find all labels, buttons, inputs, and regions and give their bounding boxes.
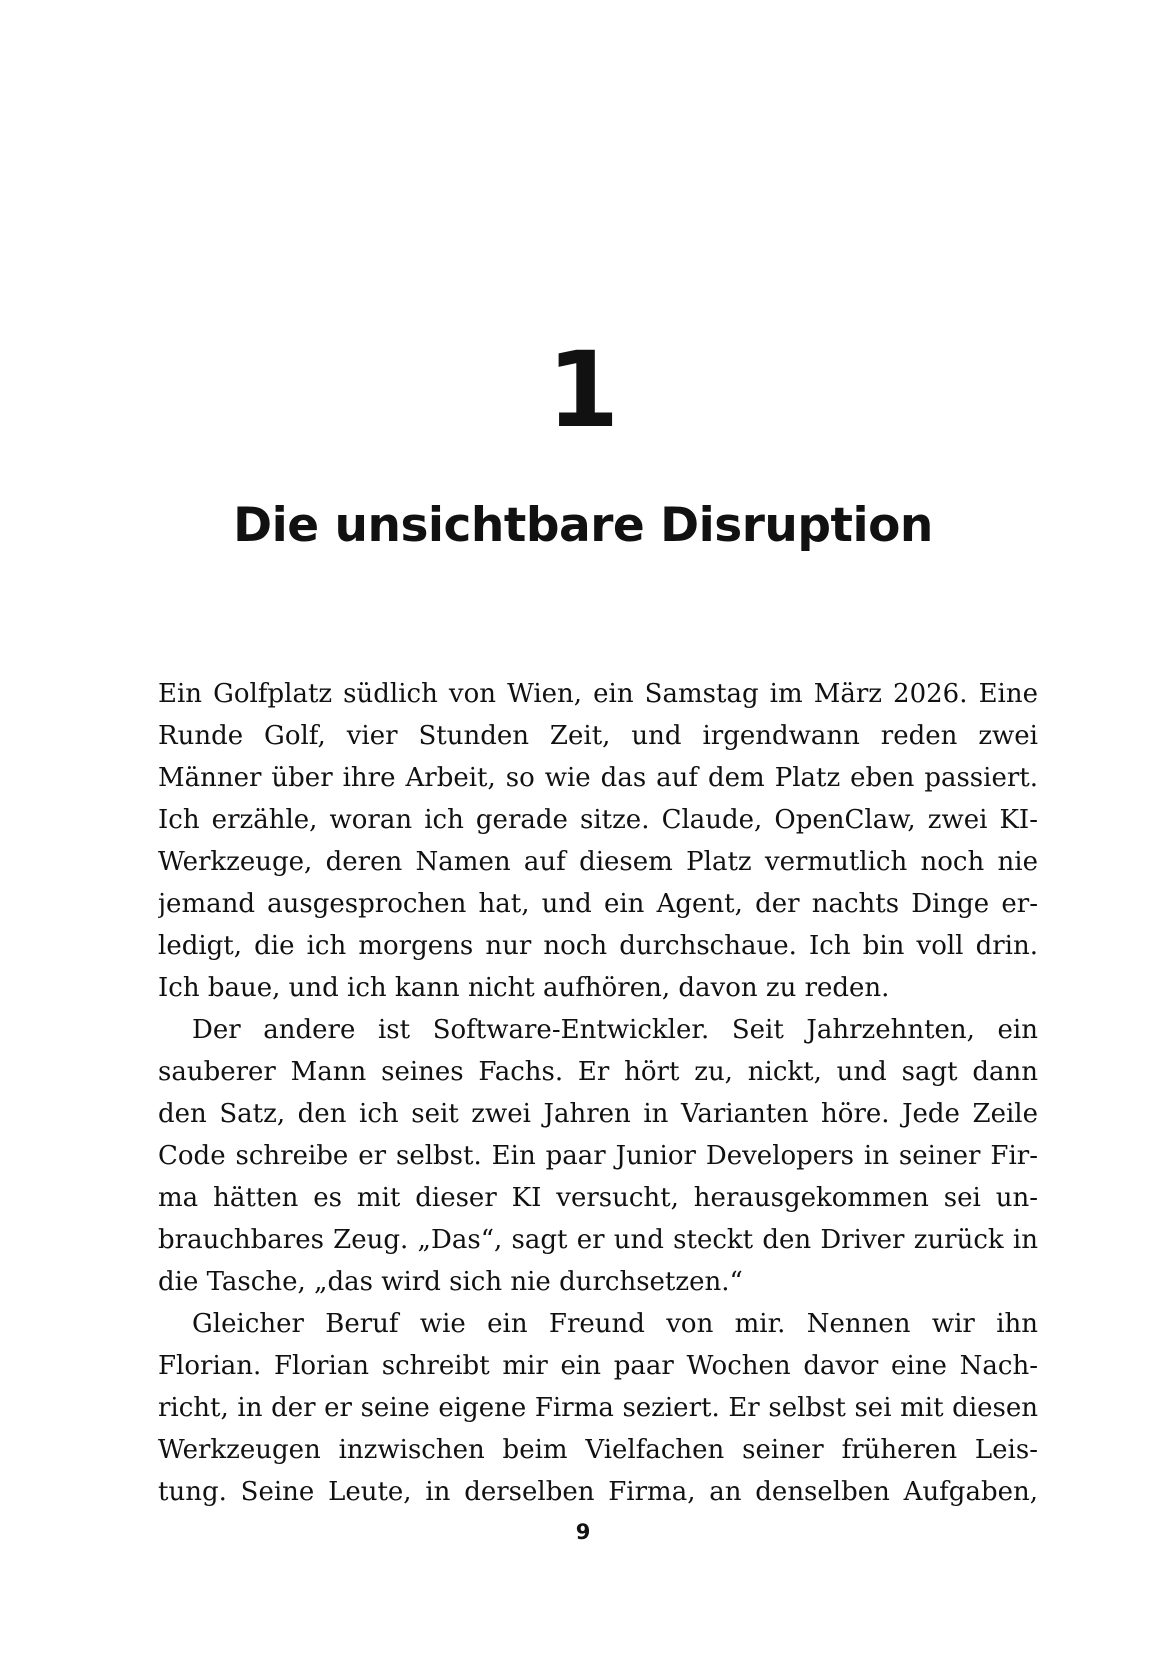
text-line: Code schreibe er selbst. Ein paar Junior Developers in seiner Fir-: [158, 1141, 1038, 1171]
text-line: jemand ausgesprochen hat, und ein Agent, der nachts Dinge er-: [158, 889, 1038, 919]
chapter-number: 1: [546, 329, 620, 451]
text-line: richt, in der er seine eigene Firma seziert. Er selbst sei mit diesen: [158, 1393, 1038, 1423]
text-line: den Satz, den ich seit zwei Jahren in Varianten höre. Jede Zeile: [158, 1099, 1038, 1129]
text-line: Florian. Florian schreibt mir ein paar Wochen davor eine Nach-: [158, 1351, 1038, 1381]
chapter-title: Die unsichtbare Disruption: [233, 498, 933, 553]
text-line: brauchbares Zeug. „Das“, sagt er und steckt den Driver zurück in: [158, 1225, 1038, 1255]
text-line: ma hätten es mit dieser KI versucht, herausgekommen sei un-: [158, 1183, 1038, 1213]
text-line: Gleicher Beruf wie ein Freund von mir. Nennen wir ihn: [192, 1309, 1038, 1339]
text-line: Werkzeugen inzwischen beim Vielfachen seiner früheren Leis-: [158, 1435, 1038, 1465]
paragraph-2: [158, 1009, 1038, 1303]
paragraph-3: [158, 1303, 1038, 1513]
text-line: Runde Golf, vier Stunden Zeit, und irgendwann reden zwei: [158, 721, 1038, 751]
text-line: ledigt, die ich morgens nur noch durchschaue. Ich bin voll drin.: [158, 931, 1038, 961]
text-line: sauberer Mann seines Fachs. Er hört zu, nickt, und sagt dann: [158, 1057, 1038, 1087]
text-line: die Tasche, „das wird sich nie durchsetzen.“: [158, 1267, 743, 1297]
text-line: Der andere ist Software-Entwickler. Seit Jahrzehnten, ein: [192, 1015, 1038, 1045]
page-number: 9: [575, 1520, 591, 1544]
text-line: Ein Golfplatz südlich von Wien, ein Samstag im März 2026. Eine: [158, 679, 1038, 709]
text-line: Ich erzähle, woran ich gerade sitze. Claude, OpenClaw, zwei KI-: [158, 805, 1038, 835]
text-line: Männer über ihre Arbeit, so wie das auf dem Platz eben passiert.: [158, 763, 1038, 793]
text-line: tung. Seine Leute, in derselben Firma, an denselben Aufgaben,: [158, 1477, 1038, 1507]
body-text: [158, 673, 1038, 1513]
text-line: Werkzeuge, deren Namen auf diesem Platz vermutlich noch nie: [158, 847, 1038, 877]
paragraph-1: [158, 673, 1038, 1009]
text-line: Ich baue, und ich kann nicht aufhören, davon zu reden.: [158, 973, 890, 1003]
